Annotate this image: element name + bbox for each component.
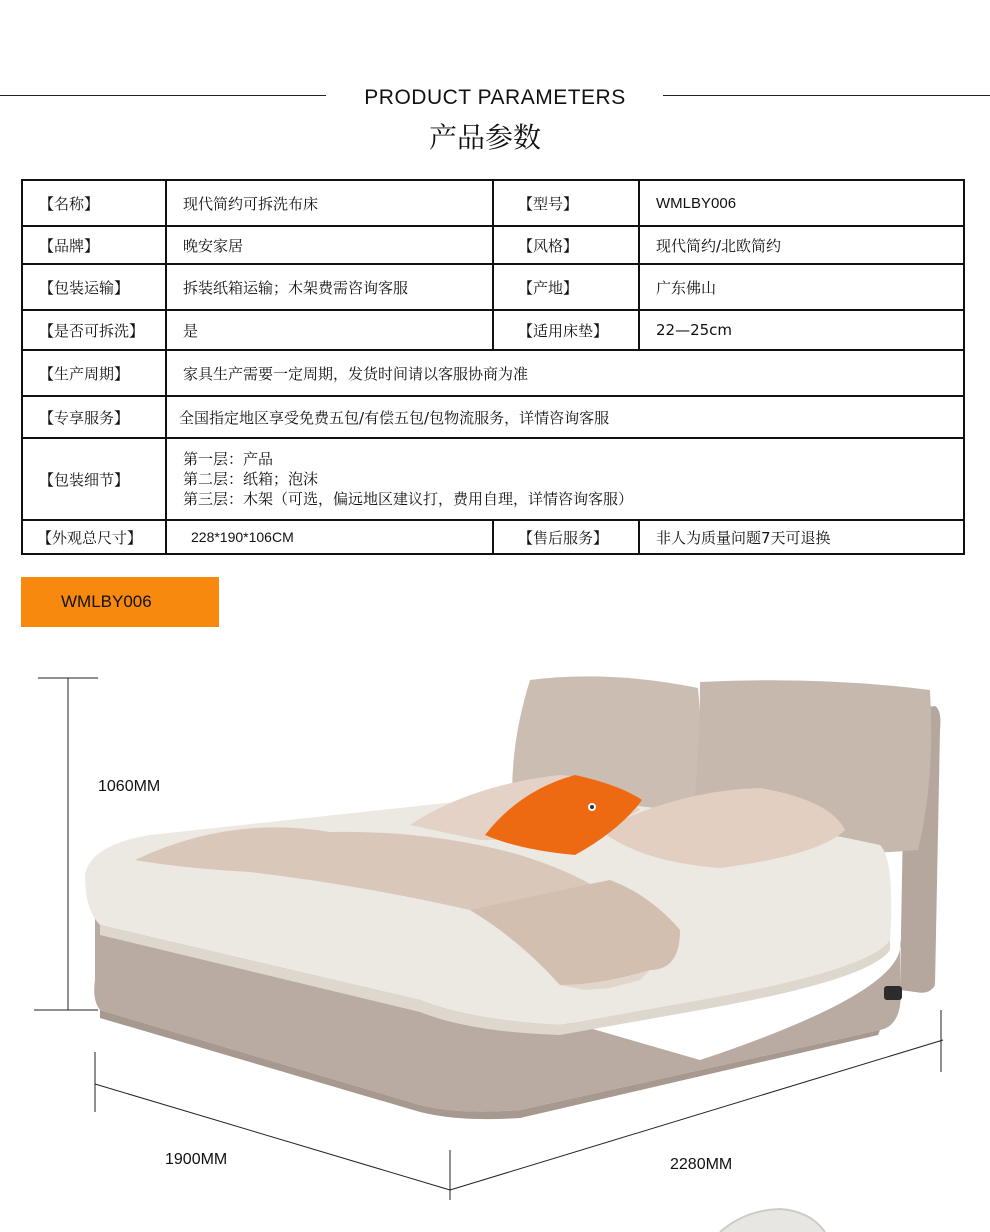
- table-row: [22, 180, 964, 226]
- cycle-label: 【生产周期】: [22, 350, 166, 396]
- name-label: 【名称】: [22, 180, 166, 226]
- section-title-en: PRODUCT PARAMETERS: [364, 86, 626, 109]
- table-row: [22, 350, 964, 396]
- table-row: [22, 310, 964, 350]
- table-row: [22, 520, 964, 554]
- pack-detail-value: [166, 438, 964, 520]
- next-product-image-partial: [700, 1205, 840, 1232]
- cycle-value: 家具生产需要一定周期，发货时间请以客服协商为准: [166, 350, 964, 396]
- packing-label: 【包装运输】: [22, 264, 166, 310]
- washable-value: 是: [166, 310, 493, 350]
- service-value: 全国指定地区享受免费五包/有偿五包/包物流服务，详情咨询客服: [166, 396, 964, 438]
- origin-label: 【产地】: [493, 264, 639, 310]
- washable-label: 【是否可拆洗】: [22, 310, 166, 350]
- pack-detail-line-3: 第三层：木架（可选，偏远地区建议打，费用自理，详情咨询客服）: [183, 490, 634, 508]
- table-row: [22, 264, 964, 310]
- pack-detail-label: 【包装细节】: [22, 438, 166, 520]
- service-label: 【专享服务】: [22, 396, 166, 438]
- dimension-lines: [0, 660, 990, 1200]
- origin-value: 广东佛山: [639, 264, 964, 310]
- table-row: [22, 396, 964, 438]
- width-dimension-label: 1900MM: [165, 1151, 228, 1168]
- size-label: 【外观总尺寸】: [22, 520, 166, 554]
- brand-label: 【品牌】: [22, 226, 166, 264]
- pack-detail-line-2: 第二层：纸箱；泡沫: [183, 470, 319, 488]
- table-row: [22, 438, 964, 520]
- model-tag: WMLBY006: [21, 577, 219, 627]
- brand-value: 晚安家居: [166, 226, 493, 264]
- table-row: [22, 226, 964, 264]
- length-dimension-label: 2280MM: [670, 1156, 733, 1173]
- model-value: WMLBY006: [639, 180, 964, 226]
- model-label: 【型号】: [493, 180, 639, 226]
- style-value: 现代简约/北欧简约: [639, 226, 964, 264]
- height-dimension-label: 1060MM: [98, 778, 161, 795]
- section-title-cn: 产品参数: [428, 121, 541, 154]
- parameters-table: [21, 179, 965, 555]
- packing-value: 拆装纸箱运输；木架费需咨询客服: [166, 264, 493, 310]
- after-sale-value: 非人为质量问题7天可退换: [639, 520, 964, 554]
- style-label: 【风格】: [493, 226, 639, 264]
- mattress-label: 【适用床垫】: [493, 310, 639, 350]
- mattress-value: 22—25cm: [639, 310, 964, 350]
- size-value: 228*190*106CM: [166, 520, 493, 554]
- after-sale-label: 【售后服务】: [493, 520, 639, 554]
- pack-detail-line-1: 第一层：产品: [183, 450, 274, 468]
- name-value: 现代简约可拆洗布床: [166, 180, 493, 226]
